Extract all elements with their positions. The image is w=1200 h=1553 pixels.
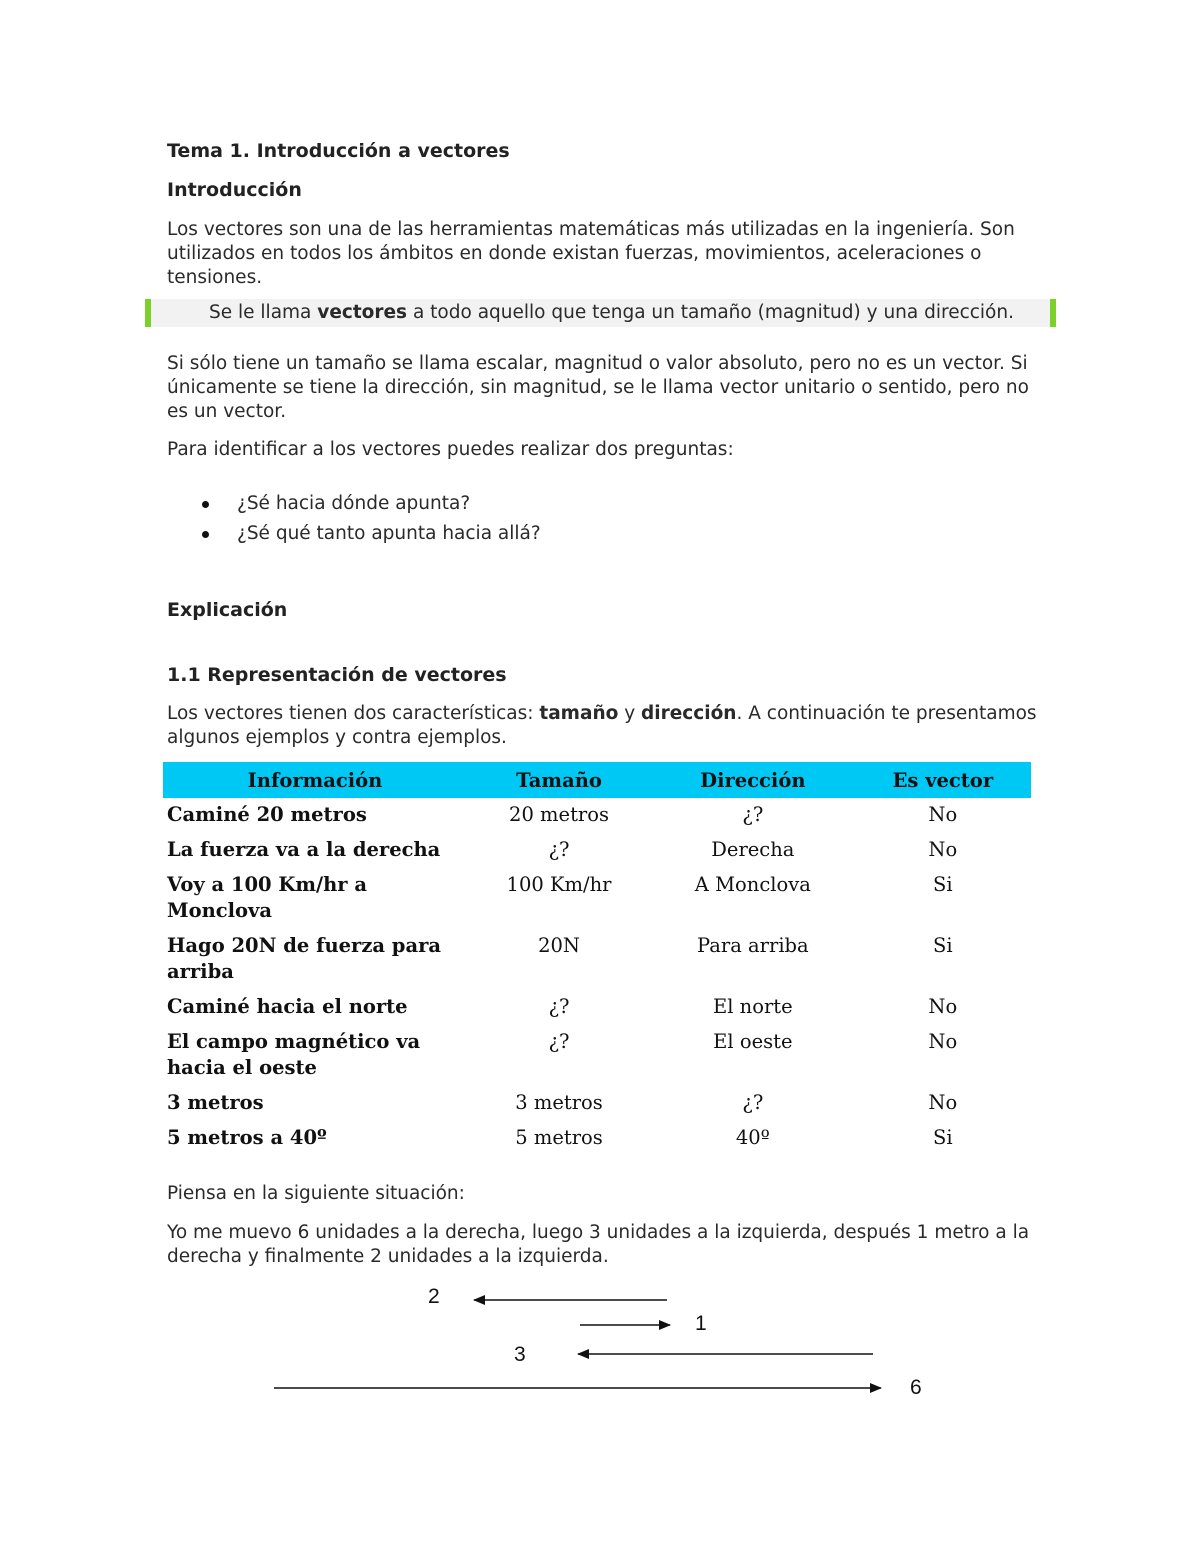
- label-2: 2: [428, 1285, 440, 1308]
- cell-size: 3 metros: [515, 1091, 603, 1114]
- callout-right-bar: [1050, 299, 1056, 327]
- cell-is-vector: No: [928, 1091, 958, 1114]
- cell-info: Caminé hacia el norte: [167, 995, 408, 1018]
- list-item: [200, 492, 541, 522]
- cell-info: El campo magnético va hacia el oeste: [167, 1030, 421, 1079]
- question-text: ¿Sé hacia dónde apunta?: [237, 493, 471, 514]
- cell-size: ¿?: [548, 995, 570, 1018]
- cell-info: La fuerza va a la derecha: [167, 838, 441, 861]
- cell-size: ¿?: [548, 838, 570, 861]
- table-row: [163, 868, 1031, 929]
- page-title: Tema 1. Introducción a vectores: [167, 140, 510, 162]
- header-tamano: Tamaño: [467, 762, 651, 798]
- cell-size: 5 metros: [515, 1126, 603, 1149]
- callout-text: [209, 301, 1014, 325]
- table-row: [163, 929, 1031, 990]
- questions-list: [200, 492, 541, 552]
- table-header-row: [163, 762, 1031, 798]
- cell-info: Hago 20N de fuerza para arriba: [167, 934, 441, 983]
- definition-callout: [145, 299, 1056, 327]
- table-row: [163, 1121, 1031, 1156]
- cell-size: 20 metros: [509, 803, 609, 826]
- bold-term-direction: dirección: [641, 703, 737, 724]
- cell-info: 5 metros a 40º: [167, 1126, 327, 1149]
- section-paragraph: [167, 702, 1037, 750]
- intro-paragraph: Los vectores son una de las herramientas matemáticas más utilizadas en la ingeniería. Son utilizados en todos los ámbitos en donde existan fuerzas, movimientos, aceleraciones o tensiones.: [167, 219, 1015, 288]
- cell-direction: Para arriba: [697, 934, 809, 957]
- cell-direction: El norte: [713, 995, 793, 1018]
- bold-term-size: tamaño: [539, 703, 619, 724]
- section-heading: 1.1 Representación de vectores: [167, 664, 507, 686]
- callout-text-start: Se le llama: [209, 302, 318, 323]
- label-1: 1: [695, 1312, 707, 1335]
- cell-direction: El oeste: [713, 1030, 793, 1053]
- cell-info: 3 metros: [167, 1091, 264, 1114]
- table-row: [163, 1086, 1031, 1121]
- bullet-icon: [202, 501, 209, 508]
- section-text-part: y: [618, 703, 642, 724]
- cell-direction: ¿?: [742, 1091, 764, 1114]
- label-6: 6: [910, 1376, 922, 1399]
- cell-size: 100 Km/hr: [506, 873, 612, 896]
- header-es-vector: Es vector: [855, 762, 1031, 798]
- list-item: [200, 522, 541, 552]
- cell-size: ¿?: [548, 1030, 570, 1053]
- label-3: 3: [514, 1343, 526, 1366]
- cell-info: Voy a 100 Km/hr a Monclova: [167, 873, 367, 922]
- cell-direction: 40º: [735, 1126, 770, 1149]
- explanation-heading: Explicación: [167, 599, 288, 621]
- callout-bold-term: vectores: [317, 302, 408, 323]
- cell-is-vector: No: [928, 995, 958, 1018]
- callout-text-end: a todo aquello que tenga un tamaño (magnitud) y una dirección.: [407, 302, 1014, 323]
- cell-is-vector: Si: [933, 1126, 953, 1149]
- vector-movement-diagram: [0, 1270, 1200, 1410]
- section-text-part: . A continuación te presentamos algunos ejemplos y contra ejemplos.: [167, 703, 1037, 748]
- cell-is-vector: No: [928, 803, 958, 826]
- table-row: [163, 1025, 1031, 1086]
- situation-intro: Piensa en la siguiente situación:: [167, 1183, 465, 1204]
- section-text-part: Los vectores tienen dos características:: [167, 703, 540, 724]
- table-row: [163, 798, 1031, 833]
- question-text: ¿Sé qué tanto apunta hacia allá?: [237, 523, 541, 544]
- intro-heading: Introducción: [167, 179, 302, 201]
- cell-info: Caminé 20 metros: [167, 803, 367, 826]
- header-informacion: Información: [163, 762, 467, 798]
- cell-is-vector: No: [928, 1030, 958, 1053]
- cell-direction: Derecha: [711, 838, 795, 861]
- table-row: [163, 990, 1031, 1025]
- cell-size: 20N: [538, 934, 580, 957]
- cell-direction: ¿?: [742, 803, 764, 826]
- cell-is-vector: Si: [933, 934, 953, 957]
- situation-paragraph: Yo me muevo 6 unidades a la derecha, luego 3 unidades a la izquierda, después 1 metro a la derecha y finalmente 2 unidades a la izquierda.: [167, 1222, 1030, 1267]
- cell-is-vector: Si: [933, 873, 953, 896]
- cell-is-vector: No: [928, 838, 958, 861]
- scalar-paragraph: Si sólo tiene un tamaño se llama escalar, magnitud o valor absoluto, pero no es un vector. Si únicamente se tiene la dirección, sin magnitud, se le llama vector unitario o sentido, pero no es un vector.: [167, 353, 1029, 422]
- bullet-icon: [202, 531, 209, 538]
- header-direccion: Dirección: [651, 762, 855, 798]
- table-row: [163, 833, 1031, 868]
- vector-examples-table: [163, 762, 1031, 1156]
- questions-intro: Para identificar a los vectores puedes realizar dos preguntas:: [167, 439, 734, 460]
- cell-direction: A Monclova: [694, 873, 811, 896]
- callout-left-bar: [145, 299, 151, 327]
